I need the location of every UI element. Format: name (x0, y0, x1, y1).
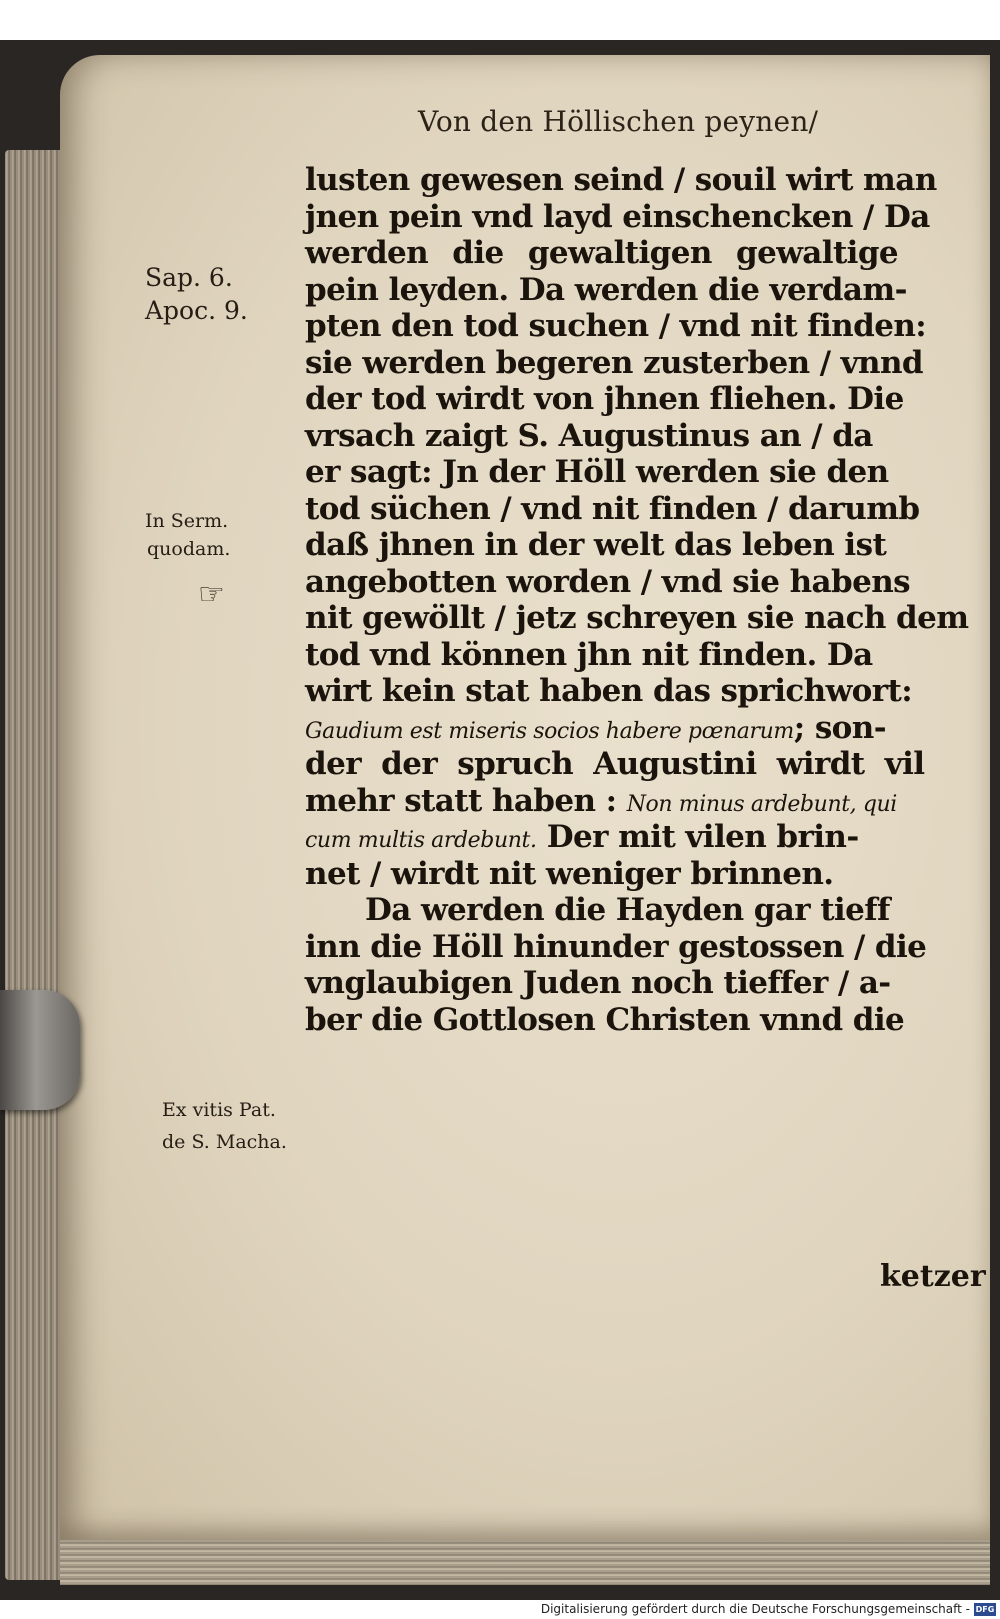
text-line: Da werden die Hayden gar tieff (365, 892, 890, 928)
margin-note-de-macha: de S. Macha. (162, 1131, 287, 1153)
pointing-hand-icon: ☞ (198, 577, 225, 612)
text-line-latin (305, 819, 945, 856)
margin-note-serm: In Serm. (145, 510, 229, 532)
footer-credit: Digitalisierung gefördert durch die Deutsche Forschungsgemeinschaft - (540, 1602, 970, 1616)
text-line: vrsach zaigt S. Augustinus an / da (305, 417, 873, 454)
text-line: inn die Höll hinunder gestossen / die (305, 928, 927, 965)
text-fragment: Der mit vilen brin- (546, 819, 859, 855)
running-head: Von den Höllischen peynen/ (418, 105, 819, 138)
text-line: angebotten worden / vnd sie habens (305, 563, 910, 600)
text-fragment: ; son- (793, 709, 886, 746)
text-line: pten den tod suchen / vnd nit finden: (305, 308, 927, 344)
margin-note-quodam: quodam. (147, 538, 231, 560)
bottom-page-edges (60, 1535, 990, 1585)
text-line: wirt kein stat haben das sprichwort: (305, 673, 913, 709)
latin-quote-1: Gaudium est miseris socios habere pœnarum (305, 718, 794, 744)
margin-note-sap: Sap. 6. (145, 263, 233, 292)
text-line: daß jhnen in der welt das leben ist (305, 527, 887, 563)
footer-bar (0, 1601, 1000, 1619)
text-line: er sagt: Jn der Höll werden sie den (305, 454, 889, 490)
text-line: nit gewöllt / jetz schreyen sie nach dem (305, 600, 969, 636)
margin-note-apoc: Apoc. 9. (145, 296, 248, 325)
text-line: net / wirdt nit weniger brinnen. (305, 855, 834, 892)
text-line: ber die Gottlosen Christen vnnd die (305, 1001, 905, 1038)
text-line: jnen pein vnd layd einschencken / Da (305, 198, 930, 235)
body-text (305, 162, 969, 1038)
text-line: der der spruch Augustini wirdt vil (305, 746, 925, 782)
book-clasp (0, 990, 80, 1110)
margin-note-ex-vitis: Ex vitis Pat. (162, 1099, 276, 1121)
text-line: werden die gewaltigen gewaltige (305, 235, 899, 271)
text-line: sie werden begeren zusterben / vnnd (305, 344, 923, 381)
text-line: tod süchen / vnd nit finden / darumb (305, 490, 920, 527)
text-line: pein leyden. Da werden die verdam- (305, 271, 907, 308)
text-line: vnglaubigen Juden noch tieffer / a- (305, 965, 891, 1001)
text-line: der tod wirdt von jhnen fliehen. Die (305, 381, 904, 417)
dfg-logo: DFG (975, 1605, 995, 1614)
text-line-latin (305, 783, 945, 820)
text-fragment: mehr statt haben : (305, 782, 617, 819)
catchword: ketzer (880, 1259, 986, 1294)
text-line-latin (305, 710, 945, 747)
latin-quote-2: Non minus ardebunt, qui (626, 791, 897, 817)
text-line: tod vnd können jhn nit finden. Da (305, 636, 873, 673)
text-line: lusten gewesen seind / souil wirt man (305, 162, 937, 198)
latin-quote-3: cum multis ardebunt. (305, 828, 537, 853)
